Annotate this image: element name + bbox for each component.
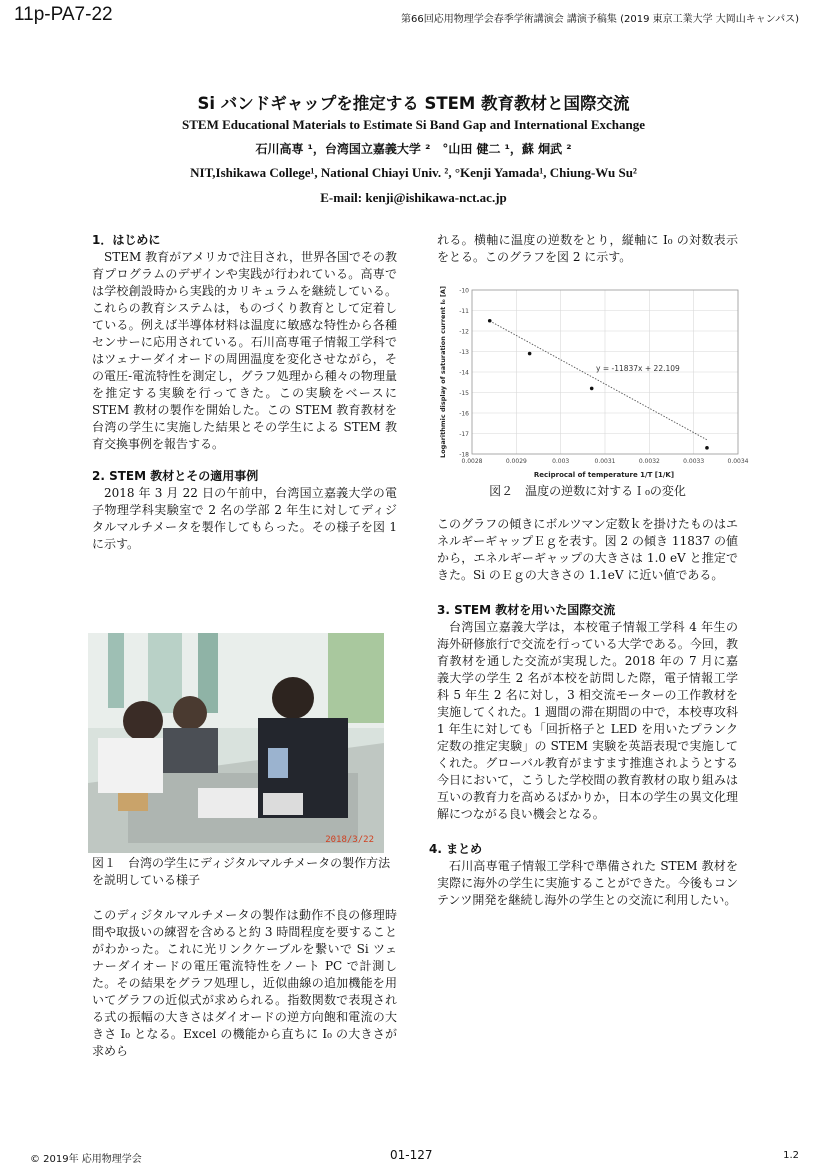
section-1-body: STEM 教育がアメリカで注目され，世界各国でその教育プログラムのデザインや実践が行われている。高専では学校創設時から実践的カリキュラムを継続している。これらの教育システムは，ものづくり教育として定着している。例えば半導体材料は温度に敏感な特性から各種センサーに応用されている。石川高専電子情報工学科ではツェナーダイオードの周囲温度を変化させながら，その電圧-電流特性を測定し，グラフ処理から種々の物理量を推定する実験を行ってきた。この実験をベースに STEM 教材の製作を開始した。この STEM 教育教材を台湾の学生に実施した結果とその学生による STEM 教育交換事例を報告する。 bbox=[92, 250, 397, 451]
section-2-body-1: 2018 年 3 月 22 日の午前中，台湾国立嘉義大学の電子物理学科実験室で 2 名の学部 2 年生に対してディジタルマルチメータを製作してもらった。その様子を図 1 に示す。 bbox=[92, 486, 397, 551]
footer-version: 1.2 bbox=[783, 1150, 799, 1161]
section-2-body-2: このディジタルマルチメータの製作は動作不良の修理時間や取扱いの練習を含めると約 3 時間程度を要することがわかった。これに光リンクケーブルを繋いで Si ツェナーダイオードの電圧電流特性をノート PC で計測した。その結果をグラフ処理し，近似曲線の追加機能を用いてグラフの近似式が求められる。指数関数で表現される式の振幅の大きさはダイオードの逆方向飽和電流の大きさ I₀ となる。Excel の機能から直ちに I₀ の大きさが求めら bbox=[92, 908, 397, 1058]
y-tick-label: -14 bbox=[459, 369, 469, 377]
data-point bbox=[705, 446, 709, 450]
paper-code: 11p-PA7-22 bbox=[14, 4, 113, 25]
figure-1-caption bbox=[92, 855, 397, 1060]
conference-header: 第66回応用物理学会春季学術講演会 講演予稿集 (2019 東京工業大学 大岡山キャンパス) bbox=[401, 14, 799, 25]
y-tick-label: -18 bbox=[459, 451, 469, 459]
figure-1-caption-text: 図１ 台湾の学生にディジタルマルチメータの製作方法を説明している様子 bbox=[92, 856, 391, 887]
authors-english: NIT,Ishikawa College¹, National Chiayi Univ. ², °Kenji Yamada¹, Chiung-Wu Su² bbox=[190, 165, 637, 180]
section-1-heading: 1．はじめに bbox=[92, 233, 161, 247]
y-axis-label: Logarithmic display of saturation current I₀ [A] bbox=[439, 286, 447, 458]
x-tick-label: 0.0031 bbox=[594, 458, 616, 465]
section-2-heading: 2. STEM 教材とその適用事例 bbox=[92, 469, 259, 483]
trendline-equation: y = -11837x + 22.109 bbox=[596, 364, 680, 373]
data-point bbox=[528, 352, 532, 356]
x-tick-label: 0.0034 bbox=[727, 458, 749, 465]
footer-copyright: © 2019年 応用物理学会 bbox=[30, 1154, 142, 1165]
authors-japanese: 石川高専 ¹，台湾国立嘉義大学 ² °山田 健二 ¹，蘇 炯武 ² bbox=[255, 142, 572, 156]
section-4-body: 石川高専電子情報工学科で準備された STEM 教材を実際に海外の学生に実施することができた。今後もコンテンツ開発を継続し海外の学生との交流に利用したい。 bbox=[437, 859, 738, 907]
chart-svg bbox=[436, 285, 749, 483]
figure-2-caption: 図２ 温度の逆数に対するＩ₀の変化 bbox=[489, 484, 686, 498]
y-tick-label: -16 bbox=[459, 410, 469, 418]
y-tick-label: -11 bbox=[459, 308, 469, 315]
y-tick-label: -17 bbox=[459, 431, 469, 438]
photo-date-stamp: 2018/3/22 bbox=[325, 835, 374, 845]
section-4-heading: 4. まとめ bbox=[429, 842, 483, 856]
left-column bbox=[92, 232, 397, 553]
title-japanese: Si バンドギャップを推定する STEM 教育教材と国際交流 bbox=[197, 94, 630, 113]
section-3-body: 台湾国立嘉義大学は，本校電子情報工学科 4 年生の海外研修旅行で交流を行っている大学である。今回，教育教材を通した交流が実現した。2018 年の 7 月に嘉義大学の学生 2 名が本校を訪問した際，電子情報工学科 5 年生 2 名に対し，3 相交流モーターの工作教材を実施してくれた。1 週間の滞在期間の中で，本校専攻科 1 年生に対しても「回折格子と LED を用いたプランク定数の推定実験」の STEM 実験を英語表現で実施してくれた。グローバル教育がますます推進されようとする今日において，こうした学校間の教育教材の取り組みは互いの教育力を高めるばかりか，日本の学生の異文化理解につながる良い機会となる。 bbox=[437, 620, 738, 821]
section-2-body-2-continued: れる。横軸に温度の逆数をとり，縦軸に I₀ の対数表示をとる。このグラフを図 2 に示す。 bbox=[437, 233, 738, 264]
section-3-heading: 3. STEM 教材を用いた国際交流 bbox=[437, 603, 616, 617]
title-english: STEM Educational Materials to Estimate Si Band Gap and International Exchange bbox=[182, 117, 645, 132]
footer-page-number: 01-127 bbox=[390, 1148, 433, 1162]
right-column-lower bbox=[429, 516, 738, 909]
figure-2-chart bbox=[436, 285, 749, 483]
right-column bbox=[437, 232, 738, 266]
data-point bbox=[488, 319, 492, 323]
y-tick-label: -10 bbox=[459, 287, 469, 295]
email-address: E-mail: kenji@ishikawa-nct.ac.jp bbox=[320, 190, 507, 205]
y-tick-label: -13 bbox=[459, 349, 469, 356]
x-tick-label: 0.0028 bbox=[461, 458, 483, 465]
figure-1-photo bbox=[88, 633, 384, 853]
x-tick-label: 0.0032 bbox=[638, 458, 660, 465]
y-tick-label: -15 bbox=[459, 390, 469, 397]
x-tick-label: 0.0029 bbox=[505, 458, 527, 465]
y-tick-label: -12 bbox=[459, 328, 469, 336]
x-tick-label: 0.003 bbox=[552, 458, 570, 465]
section-2-body-3: このグラフの傾きにボルツマン定数ｋを掛けたものはエネルギーギャップＥｇを表す。図 2 の傾き 11837 の値から，エネルギーギャップの大きさは 1.0 eV と推定できた。Si のＥｇの大きさの 1.1eV に近い値である。 bbox=[437, 517, 738, 582]
x-axis-label: Reciprocal of temperature 1/T [1/K] bbox=[533, 471, 675, 479]
data-point bbox=[590, 387, 594, 391]
x-tick-label: 0.0033 bbox=[683, 458, 705, 465]
